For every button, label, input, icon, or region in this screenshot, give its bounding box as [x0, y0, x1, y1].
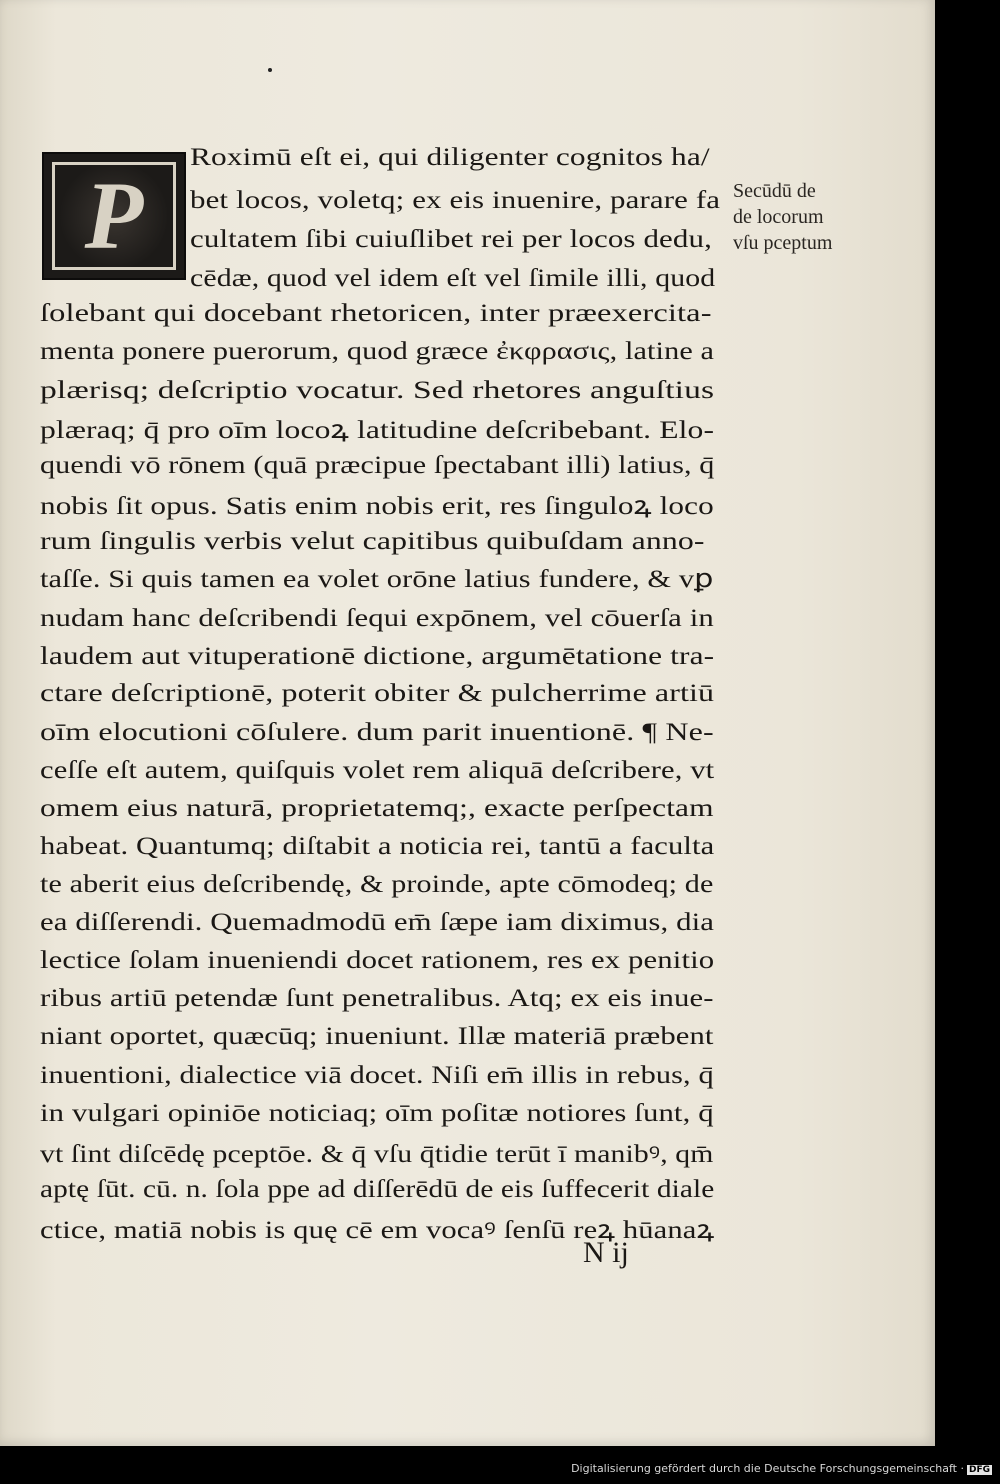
ink-dot [268, 68, 272, 72]
margin-note-line: Secūdū de [733, 180, 816, 202]
digitization-footer [571, 1462, 992, 1475]
text-line: ceſſe eſt autem, quiſquis volet rem aliquā deſcribere, vt [40, 755, 715, 784]
text-line: ctare deſcriptionē, poterit obiter & pulcherrime artiū [40, 678, 715, 707]
margin-note-line: vſu pceptum [733, 232, 833, 254]
margin-note-line: de locorum [733, 206, 824, 228]
text-line: in vulgari opiniōe noticiaq; oīm poſitæ notiores ſunt, q̄ [40, 1098, 714, 1127]
text-line: nobis ſit opus. Satis enim nobis erit, res ſinguloꝝ loco [40, 491, 714, 520]
signature-mark: N ij [583, 1236, 629, 1269]
text-line: oīm elocutioni cōſulere. dum parit inuentionē. ¶ Ne- [40, 717, 714, 746]
text-line: quendi vō rōnem (quā præcipue ſpectabant illi) latius, q̄ [40, 450, 715, 479]
text-line: bet locos, voletq; ex eis inuenire, parare fa [190, 185, 721, 214]
initial-letter: P [84, 162, 144, 269]
text-line: aptę ſūt. cū. n. ſola ppe ad diſſerēdū de eis ſuffecerit diale [40, 1174, 715, 1203]
text-line: nudam hanc deſcribendi ſequi expōnem, vel cōuerſa in [40, 603, 714, 632]
dfg-logo: DFG [968, 1465, 990, 1475]
text-line: omem eius naturā, proprietatemq;, exacte perſpectam [40, 793, 714, 822]
text-line: menta ponere puerorum, quod græce ἐκφρασις, latine a [40, 336, 715, 365]
text-line: ctice, matiā nobis is quę cē em vocaꝰ ſenſū reꝝ hūanaꝝ [40, 1215, 715, 1244]
initial-frame [52, 162, 176, 270]
text-line: laudem aut vituperationē dictione, argumētatione tra- [40, 641, 715, 670]
text-line: plæraq; q̄ pro oīm locoꝝ latitudine deſcribebant. Elo- [40, 415, 715, 444]
text-line: ſolebant qui docebant rhetoricen, inter præexercita- [40, 298, 712, 327]
text-line: lectice ſolam inueniendi docet rationem, res ex penitio [40, 945, 715, 974]
text-line: inuentioni, dialectice viā docet. Niſi em̄ illis in rebus, q̄ [40, 1060, 714, 1089]
text-line: rum ſingulis verbis velut capitibus quibuſdam anno- [40, 526, 705, 555]
text-line: ea diſſerendi. Quemadmodū em̄ ſæpe iam diximus, dia [40, 907, 715, 936]
text-line: Roximū eſt ei, qui diligenter cognitos ha/ [190, 142, 710, 171]
footer-text: Digitalisierung gefördert durch die Deutsche Forschungsgemeinschaft · [571, 1462, 964, 1475]
text-line: vt ſint diſcēdę pceptōe. & q̄ vſu q̄tidie terūt ī manibꝰ, qm̄ [40, 1139, 714, 1168]
text-line: cēdæ, quod vel idem eſt vel ſimile illi, quod [190, 263, 716, 292]
decorated-initial [42, 152, 186, 280]
text-line: niant oportet, quæcūq; inueniunt. Illæ materiā præbent [40, 1021, 714, 1050]
text-line: ribus artiū petendæ ſunt penetralibus. Atq; ex eis inue- [40, 983, 714, 1012]
text-line: te aberit eius deſcribendę, & proinde, apte cōmodeq; de [40, 869, 714, 898]
text-line: taſſe. Si quis tamen ea volet orōne latius fundere, & vꝑ [40, 564, 714, 593]
text-line: cultatem ſibi cuiuſlibet rei per locos dedu, [190, 224, 712, 253]
text-line: habeat. Quantumq; diſtabit a noticia rei, tantū a faculta [40, 831, 715, 860]
text-line: plærisq; deſcriptio vocatur. Sed rhetores anguſtius [40, 375, 715, 404]
